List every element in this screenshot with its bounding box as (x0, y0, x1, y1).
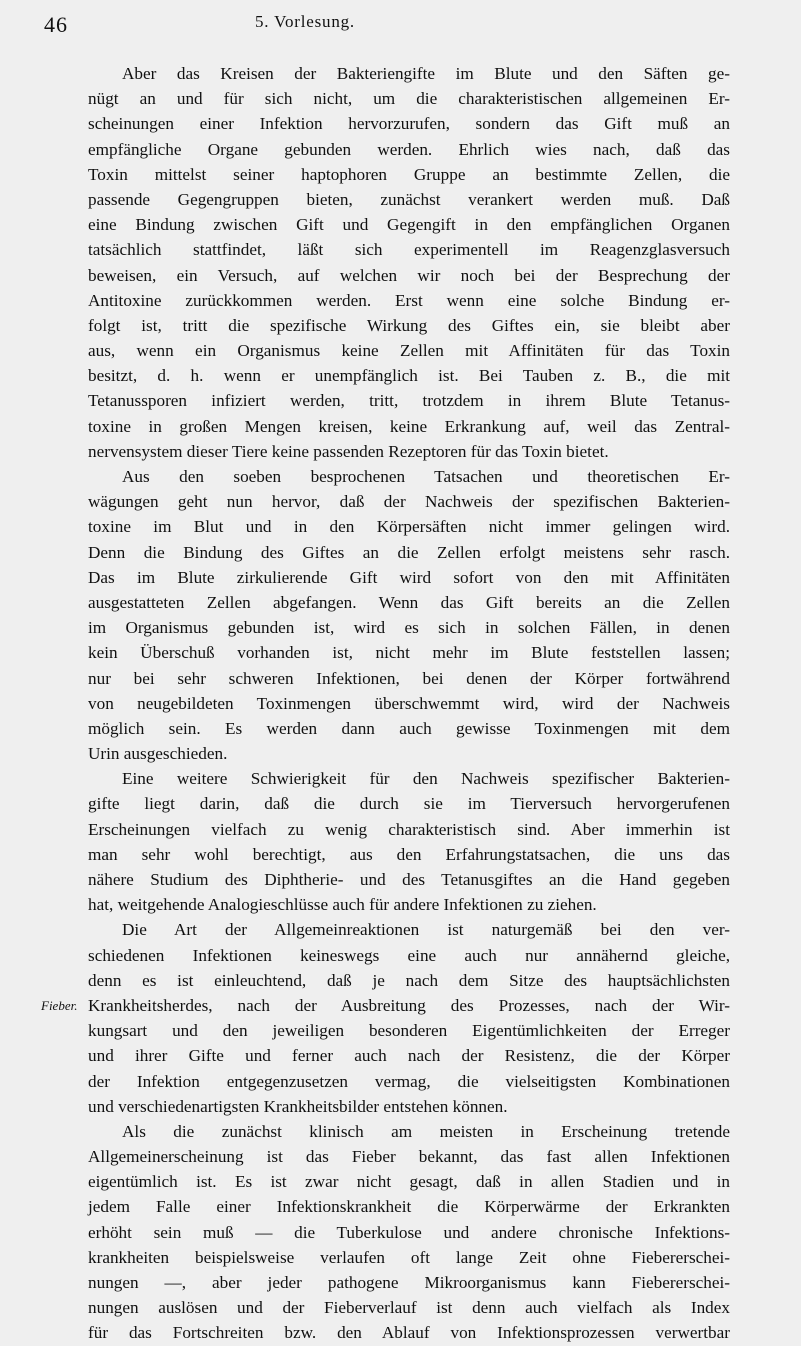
text-line: Das im Blute zirkulierende Gift wird sofort von den mit Affinitäten (88, 567, 730, 587)
text-line: scheinungen einer Infektion hervorzurufen, sondern das Gift muß an (88, 114, 730, 134)
text-line: und ihrer Gifte und ferner auch nach der Resistenz, die der Körper (88, 1046, 730, 1066)
margin-note: Fieber. (41, 998, 78, 1014)
text-line: gifte liegt darin, daß die durch sie im Tierversuch hervorgerufenen (88, 794, 730, 814)
text-line: nähere Studium des Diphtherie- und des Tetanusgiftes an die Hand gegeben (88, 870, 730, 889)
text-line: Krankheitsherdes, nach der Ausbreitung des Prozesses, nach der Wir- (88, 995, 730, 1015)
text-line: Die Art der Allgemeinreaktionen ist naturgemäß bei den ver- (122, 920, 730, 940)
text-line: folgt ist, tritt die spezifische Wirkung des Giftes ein, sie bleibt aber (88, 315, 730, 335)
text-line: nungen auslösen und der Fieberverlauf ist denn auch vielfach als Index (88, 1298, 730, 1318)
text-line: man sehr wohl berechtigt, aus den Erfahrungstatsachen, die uns das (88, 844, 730, 864)
text-line: erhöht sein muß — die Tuberkulose und andere chronische Infektions- (88, 1222, 730, 1242)
text-line: im Organismus gebunden ist, wird es sich in solchen Fällen, in denen (88, 618, 730, 638)
text-line: Aus den soeben besprochenen Tatsachen und theoretischen Er- (122, 467, 730, 486)
text-line: denn es ist einleuchtend, daß je nach dem Sitze des hauptsächlichsten (88, 970, 730, 990)
text-line: möglich sein. Es werden dann auch gewisse Toxinmengen mit dem (88, 718, 730, 738)
text-line: tatsächlich stattfindet, läßt sich experimentell im Reagenzglasversuch (88, 240, 730, 260)
text-line: jedem Falle einer Infektionskrankheit die Körperwärme der Erkrankten (88, 1197, 730, 1217)
text-line: schiedenen Infektionen keineswegs eine auch nur annähernd gleiche, (88, 945, 730, 965)
text-line: passende Gegengruppen bieten, zunächst verankert werden muß. Daß (88, 189, 730, 209)
text-line: von neugebildeten Toxinmengen überschwemmt wird, wird der Nachweis (88, 693, 730, 713)
text-line: nügt an und für sich nicht, um die charakteristischen allgemeinen Er- (88, 89, 730, 109)
text-line: der Infektion entgegenzusetzen vermag, die vielseitigsten Kombinationen (88, 1071, 730, 1091)
page-number: 46 (44, 12, 68, 37)
text-line: nervensystem dieser Tiere keine passenden Rezeptoren für das Toxin bietet. (88, 441, 609, 461)
text-line: nungen —, aber jeder pathogene Mikroorganismus kann Fiebererschei- (88, 1273, 730, 1292)
running-head: 5. Vorlesung. (255, 12, 355, 31)
text-line: und verschiedenartigsten Krankheitsbilder entstehen können. (88, 1096, 508, 1116)
text-line: toxine im Blut und in den Körpersäften nicht immer gelingen wird. (88, 517, 730, 537)
text-line: kungsart und den jeweiligen besonderen Eigentümlichkeiten der Erreger (88, 1021, 730, 1041)
text-line: Erscheinungen vielfach zu wenig charakteristisch sind. Aber immerhin ist (88, 819, 730, 839)
text-line: Antitoxine zurückkommen werden. Erst wenn eine solche Bindung er- (88, 290, 730, 310)
text-line: beweisen, ein Versuch, auf welchen wir noch bei der Besprechung der (88, 265, 730, 285)
text-line: krankheiten beispielsweise verlaufen oft lange Zeit ohne Fiebererschei- (88, 1247, 730, 1267)
text-line: kein Überschuß vorhanden ist, nicht mehr im Blute feststellen lassen; (88, 643, 730, 663)
text-line: toxine in großen Mengen kreisen, keine Erkrankung auf, weil das Zentral- (88, 416, 730, 436)
text-line: ausgestatteten Zellen abgefangen. Wenn das Gift bereits an die Zellen (88, 592, 730, 612)
text-line: für das Fortschreiten bzw. den Ablauf von Infektionsprozessen verwertbar (88, 1323, 730, 1343)
text-line: aus, wenn ein Organismus keine Zellen mit Affinitäten für das Toxin (88, 341, 730, 361)
text-line: Denn die Bindung des Giftes an die Zellen erfolgt meistens sehr rasch. (88, 542, 730, 562)
text-line: empfängliche Organe gebunden werden. Ehrlich wies nach, daß das (88, 139, 730, 159)
text-line: Als die zunächst klinisch am meisten in Erscheinung tretende (122, 1121, 730, 1141)
text-line: eigentümlich ist. Es ist zwar nicht gesagt, daß in allen Stadien und in (88, 1172, 730, 1192)
text-line: Toxin mittelst seiner haptophoren Gruppe an bestimmte Zellen, die (88, 164, 730, 184)
text-line: wägungen geht nun hervor, daß der Nachweis der spezifischen Bakterien- (88, 492, 730, 512)
body-text (88, 61, 730, 1346)
text-line: Allgemeinerscheinung ist das Fieber bekannt, das fast allen Infektionen (88, 1147, 730, 1167)
text-line: nur bei sehr schweren Infektionen, bei denen der Körper fortwährend (88, 668, 730, 688)
text-line: Urin ausgeschieden. (88, 744, 228, 764)
text-line: Tetanussporen infiziert werden, tritt, trotzdem in ihrem Blute Tetanus- (88, 391, 730, 411)
text-line: besitzt, d. h. wenn er unempfänglich ist. Bei Tauben z. B., die mit (88, 366, 730, 386)
text-line: Aber das Kreisen der Bakteriengifte im Blute und den Säften ge- (122, 64, 730, 83)
text-line: eine Bindung zwischen Gift und Gegengift in den empfänglichen Organen (88, 215, 730, 235)
text-line: Eine weitere Schwierigkeit für den Nachweis spezifischer Bakterien- (122, 769, 730, 789)
text-line: hat, weitgehende Analogieschlüsse auch für andere Infektionen zu ziehen. (88, 895, 597, 915)
